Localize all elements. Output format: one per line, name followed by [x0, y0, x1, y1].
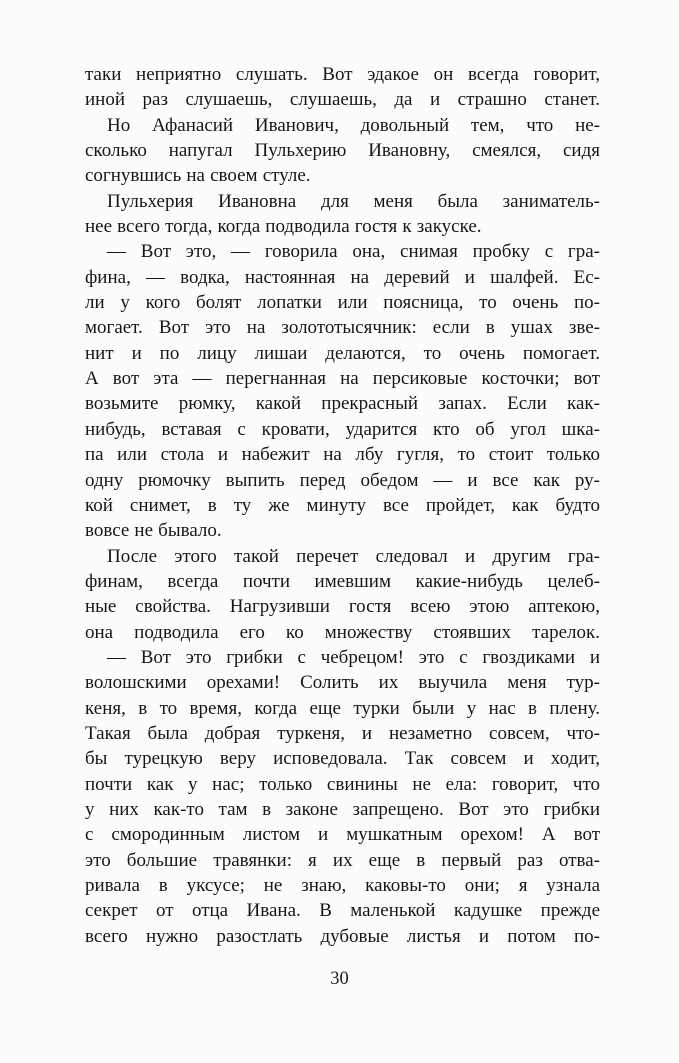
text-line: она подводила его ко множеству стоявших тарелок.	[85, 621, 600, 643]
text-line: После этого такой перечет следовал и другим гра-	[107, 545, 600, 567]
text-line: ные свойства. Нагрузивши гостя всею этою аптекою,	[85, 596, 600, 618]
text-line: почти как у нас; только свинины не ела: говорит, что	[85, 773, 600, 795]
text-line: нит и по лицу лишаи делаются, то очень помогает.	[85, 342, 600, 364]
text-line: ривала в уксусе; не знаю, каковы-то они; я узнала	[85, 875, 600, 896]
text-line: — Вот это грибки с чебрецом! это с гвоздиками и	[107, 646, 600, 668]
text-line: Но Афанасий Иванович, довольный тем, что не-	[107, 114, 600, 136]
text-line: могает. Вот это на золототысячник: если в ушах зве-	[85, 317, 600, 339]
text-line: согнувшись на своем стуле.	[85, 165, 311, 187]
text-line: нибудь, вставая с кровати, ударится кто об угол шка-	[85, 418, 600, 440]
text-line: кеня, в то время, когда еще турки были у нас в плену.	[85, 697, 600, 719]
text-line: Такая была добрая туркеня, и незаметно совсем, что-	[85, 722, 600, 744]
text-line: — Вот это, — говорила она, снимая пробку с гра-	[107, 241, 600, 263]
text-line: это большие травянки: я их еще в первый раз отва-	[85, 849, 600, 871]
text-line: А вот эта — перегнанная на персиковые косточки; вот	[85, 368, 600, 390]
text-line: иной раз слушаешь, слушаешь, да и страшно станет.	[85, 89, 600, 111]
text-line: бы турецкую веру исповедовала. Так совсем и ходит,	[85, 748, 600, 770]
text-line: Пульхерия Ивановна для меня была заниматель-	[107, 190, 600, 212]
text-line: всего нужно разостлать дубовые листья и потом по-	[85, 925, 600, 947]
text-line: вовсе не бывало.	[85, 520, 222, 542]
text-line: волошскими орехами! Солить их выучила меня тур-	[85, 672, 600, 694]
text-line: с смородинным листом и мушкатным орехом! А вот	[85, 824, 600, 846]
text-line: па или стола и набежит на лбу гугля, то стоит только	[85, 444, 600, 466]
page-number: 30	[330, 969, 349, 989]
text-line: возьмите рюмку, какой прекрасный запах. Если как-	[85, 393, 600, 415]
text-line: таки неприятно слушать. Вот эдакое он всегда говорит,	[85, 64, 600, 85]
text-line: кой снимет, в ту же минуту все пройдет, как будто	[85, 494, 600, 516]
text-line: у них как-то там в законе запрещено. Вот это грибки	[85, 798, 600, 820]
text-line: финам, всегда почти имевшим какие-нибудь целеб-	[85, 570, 600, 592]
text-line: нее всего тогда, когда подводила гостя к закуске.	[85, 216, 482, 238]
text-line: одну рюмочку выпить перед обедом — и все как ру-	[85, 469, 600, 491]
text-line: сколько напугал Пульхерию Ивановну, смеялся, сидя	[85, 140, 600, 162]
text-line: фина, — водка, настоянная на деревий и шалфей. Ес-	[85, 266, 600, 288]
text-block	[85, 62, 600, 949]
text-line: секрет от отца Ивана. В маленькой кадушке прежде	[85, 900, 600, 922]
text-line: ли у кого болят лопатки или поясница, то очень по-	[85, 292, 600, 314]
